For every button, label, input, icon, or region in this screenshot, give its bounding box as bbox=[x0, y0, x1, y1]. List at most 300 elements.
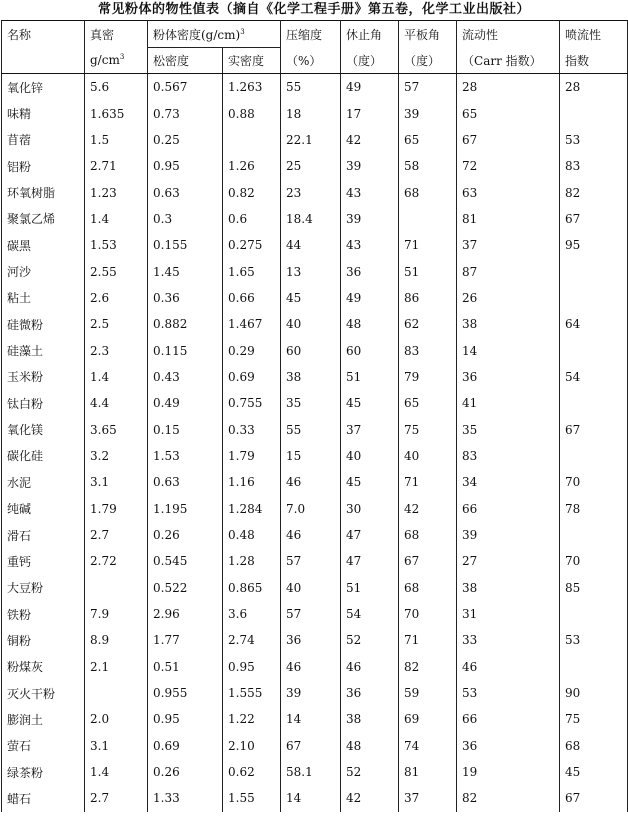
cell-compressibility: 18 bbox=[281, 100, 341, 126]
cell-bulk-density: 1.53 bbox=[148, 443, 223, 469]
cell-tap-density: 0.6 bbox=[223, 206, 281, 232]
cell-angle-of-spatula: 81 bbox=[399, 759, 457, 785]
cell-bulk-density: 0.545 bbox=[148, 548, 223, 574]
header-true-density: 真密 bbox=[85, 21, 148, 48]
cell-bulk-density: 0.522 bbox=[148, 575, 223, 601]
cell-tap-density: 0.48 bbox=[223, 522, 281, 548]
table-row bbox=[2, 575, 628, 601]
cell-floodability: 83 bbox=[560, 153, 628, 179]
cell-angle-of-repose: 40 bbox=[341, 443, 399, 469]
cell-floodability bbox=[560, 522, 628, 548]
cell-angle-of-repose: 46 bbox=[341, 654, 399, 680]
cell-tap-density: 1.555 bbox=[223, 680, 281, 706]
table-row bbox=[2, 522, 628, 548]
cell-flowability: 66 bbox=[457, 496, 560, 522]
cell-angle-of-spatula: 39 bbox=[399, 100, 457, 126]
cell-bulk-density: 0.63 bbox=[148, 179, 223, 205]
cell-angle-of-repose: 48 bbox=[341, 733, 399, 759]
cell-angle-of-spatula: 74 bbox=[399, 733, 457, 759]
cell-compressibility: 13 bbox=[281, 258, 341, 284]
cell-flowability: 81 bbox=[457, 206, 560, 232]
cell-compressibility: 60 bbox=[281, 337, 341, 363]
cell-angle-of-repose: 43 bbox=[341, 232, 399, 258]
cell-tap-density: 2.10 bbox=[223, 733, 281, 759]
cell-name: 氧化锌 bbox=[2, 74, 85, 101]
powder-properties-table bbox=[1, 20, 628, 812]
cell-angle-of-spatula: 59 bbox=[399, 680, 457, 706]
cell-name: 滑石 bbox=[2, 522, 85, 548]
cell-floodability: 28 bbox=[560, 74, 628, 101]
header-angle-of-repose-unit: （度） bbox=[341, 48, 399, 74]
cell-true-density: 2.1 bbox=[85, 654, 148, 680]
cell-compressibility: 67 bbox=[281, 733, 341, 759]
cell-compressibility: 39 bbox=[281, 680, 341, 706]
cell-compressibility: 44 bbox=[281, 232, 341, 258]
cell-name: 粉煤灰 bbox=[2, 654, 85, 680]
cell-angle-of-repose: 49 bbox=[341, 285, 399, 311]
cell-floodability bbox=[560, 337, 628, 363]
cell-true-density: 1.53 bbox=[85, 232, 148, 258]
cell-tap-density: 0.66 bbox=[223, 285, 281, 311]
cell-name: 味精 bbox=[2, 100, 85, 126]
cell-angle-of-spatula: 79 bbox=[399, 364, 457, 390]
cell-true-density: 5.6 bbox=[85, 74, 148, 101]
cell-true-density: 2.7 bbox=[85, 785, 148, 811]
cell-tap-density: 1.284 bbox=[223, 496, 281, 522]
table-row bbox=[2, 127, 628, 153]
cell-compressibility: 58.1 bbox=[281, 759, 341, 785]
cell-tap-density: 1.65 bbox=[223, 258, 281, 284]
cell-tap-density: 1.263 bbox=[223, 74, 281, 101]
cell-true-density: 1.23 bbox=[85, 179, 148, 205]
cell-angle-of-spatula: 57 bbox=[399, 74, 457, 101]
cell-name: 钛白粉 bbox=[2, 390, 85, 416]
cell-angle-of-repose: 36 bbox=[341, 258, 399, 284]
cell-angle-of-spatula: 65 bbox=[399, 390, 457, 416]
cell-floodability: 78 bbox=[560, 496, 628, 522]
cell-name: 环氧树脂 bbox=[2, 179, 85, 205]
cell-compressibility: 25 bbox=[281, 153, 341, 179]
cell-name: 聚氯乙烯 bbox=[2, 206, 85, 232]
cell-flowability: 82 bbox=[457, 785, 560, 811]
cell-true-density: 2.55 bbox=[85, 258, 148, 284]
cell-floodability bbox=[560, 443, 628, 469]
cell-flowability: 83 bbox=[457, 443, 560, 469]
cell-angle-of-spatula: 42 bbox=[399, 496, 457, 522]
cell-flowability: 36 bbox=[457, 364, 560, 390]
cell-compressibility: 46 bbox=[281, 522, 341, 548]
cell-bulk-density: 0.567 bbox=[148, 74, 223, 101]
cell-flowability: 28 bbox=[457, 74, 560, 101]
cell-flowability: 63 bbox=[457, 179, 560, 205]
cell-tap-density: 0.69 bbox=[223, 364, 281, 390]
table-body bbox=[2, 74, 628, 812]
header-flowability-unit: （Carr 指数） bbox=[457, 48, 560, 74]
cell-angle-of-spatula: 75 bbox=[399, 416, 457, 442]
cell-bulk-density: 0.882 bbox=[148, 311, 223, 337]
cell-tap-density: 1.28 bbox=[223, 548, 281, 574]
table-row bbox=[2, 100, 628, 126]
cell-name: 河沙 bbox=[2, 258, 85, 284]
cell-compressibility: 36 bbox=[281, 627, 341, 653]
cell-angle-of-spatula: 68 bbox=[399, 179, 457, 205]
cell-angle-of-spatula: 86 bbox=[399, 285, 457, 311]
table-row bbox=[2, 416, 628, 442]
cell-compressibility: 38 bbox=[281, 364, 341, 390]
cell-bulk-density: 0.155 bbox=[148, 232, 223, 258]
cell-angle-of-spatula: 62 bbox=[399, 311, 457, 337]
cell-name: 膨润土 bbox=[2, 706, 85, 732]
cell-flowability: 26 bbox=[457, 285, 560, 311]
cell-bulk-density: 0.49 bbox=[148, 390, 223, 416]
table-row bbox=[2, 258, 628, 284]
cell-floodability: 45 bbox=[560, 759, 628, 785]
cell-compressibility: 35 bbox=[281, 390, 341, 416]
table-row bbox=[2, 153, 628, 179]
cell-flowability: 37 bbox=[457, 232, 560, 258]
cell-true-density: 1.79 bbox=[85, 496, 148, 522]
cell-bulk-density: 1.33 bbox=[148, 785, 223, 811]
cell-floodability bbox=[560, 601, 628, 627]
cell-name: 碳黑 bbox=[2, 232, 85, 258]
cell-flowability: 38 bbox=[457, 311, 560, 337]
cell-compressibility: 40 bbox=[281, 575, 341, 601]
cell-true-density: 1.635 bbox=[85, 100, 148, 126]
table-row bbox=[2, 364, 628, 390]
header-true-density-unit bbox=[85, 48, 148, 74]
cell-flowability: 36 bbox=[457, 733, 560, 759]
cell-angle-of-spatula: 65 bbox=[399, 127, 457, 153]
cell-true-density: 1.4 bbox=[85, 206, 148, 232]
cell-floodability: 64 bbox=[560, 311, 628, 337]
cell-bulk-density: 0.51 bbox=[148, 654, 223, 680]
table-row bbox=[2, 706, 628, 732]
cell-compressibility: 23 bbox=[281, 179, 341, 205]
cell-angle-of-repose: 30 bbox=[341, 496, 399, 522]
cell-angle-of-repose: 52 bbox=[341, 759, 399, 785]
cell-angle-of-repose: 51 bbox=[341, 575, 399, 601]
cell-angle-of-repose: 48 bbox=[341, 311, 399, 337]
cell-bulk-density: 0.15 bbox=[148, 416, 223, 442]
cell-name: 碳化硅 bbox=[2, 443, 85, 469]
cell-compressibility: 55 bbox=[281, 74, 341, 101]
cell-compressibility: 45 bbox=[281, 285, 341, 311]
cell-angle-of-repose: 54 bbox=[341, 601, 399, 627]
cell-angle-of-repose: 39 bbox=[341, 206, 399, 232]
cell-floodability: 54 bbox=[560, 364, 628, 390]
cell-tap-density: 0.755 bbox=[223, 390, 281, 416]
header-name-blank bbox=[2, 48, 85, 74]
cell-tap-density: 0.95 bbox=[223, 654, 281, 680]
header-compressibility-unit: （%） bbox=[281, 48, 341, 74]
header-floodability-unit: 指数 bbox=[560, 48, 628, 74]
cell-angle-of-repose: 47 bbox=[341, 548, 399, 574]
cell-angle-of-spatula: 83 bbox=[399, 337, 457, 363]
cell-compressibility: 22.1 bbox=[281, 127, 341, 153]
table-row bbox=[2, 548, 628, 574]
cell-true-density: 1.4 bbox=[85, 364, 148, 390]
cell-flowability: 34 bbox=[457, 469, 560, 495]
cell-tap-density: 0.62 bbox=[223, 759, 281, 785]
cell-angle-of-spatula: 70 bbox=[399, 601, 457, 627]
cell-true-density: 2.0 bbox=[85, 706, 148, 732]
header-flowability: 流动性 bbox=[457, 21, 560, 48]
table-row bbox=[2, 390, 628, 416]
cell-tap-density: 0.82 bbox=[223, 179, 281, 205]
table-row bbox=[2, 654, 628, 680]
header-true-density-unit-sup: 3 bbox=[119, 53, 125, 62]
table-row bbox=[2, 680, 628, 706]
cell-name: 铜粉 bbox=[2, 627, 85, 653]
cell-compressibility: 7.0 bbox=[281, 496, 341, 522]
table-row bbox=[2, 179, 628, 205]
cell-floodability: 68 bbox=[560, 733, 628, 759]
header-floodability: 喷流性 bbox=[560, 21, 628, 48]
cell-floodability bbox=[560, 258, 628, 284]
cell-tap-density: 1.16 bbox=[223, 469, 281, 495]
table-row bbox=[2, 733, 628, 759]
cell-true-density: 7.9 bbox=[85, 601, 148, 627]
cell-name: 水泥 bbox=[2, 469, 85, 495]
cell-angle-of-repose: 47 bbox=[341, 522, 399, 548]
cell-angle-of-repose: 45 bbox=[341, 390, 399, 416]
cell-tap-density: 1.79 bbox=[223, 443, 281, 469]
cell-angle-of-spatula: 71 bbox=[399, 469, 457, 495]
cell-flowability: 38 bbox=[457, 575, 560, 601]
table-row bbox=[2, 311, 628, 337]
cell-tap-density: 0.275 bbox=[223, 232, 281, 258]
table-row bbox=[2, 337, 628, 363]
cell-name: 氧化镁 bbox=[2, 416, 85, 442]
table-row bbox=[2, 74, 628, 101]
cell-bulk-density: 0.26 bbox=[148, 759, 223, 785]
cell-name: 粘土 bbox=[2, 285, 85, 311]
cell-compressibility: 57 bbox=[281, 548, 341, 574]
cell-name: 铁粉 bbox=[2, 601, 85, 627]
table-row bbox=[2, 759, 628, 785]
header-true-density-unit-label: g/cm bbox=[90, 53, 120, 68]
cell-bulk-density: 1.77 bbox=[148, 627, 223, 653]
cell-flowability: 41 bbox=[457, 390, 560, 416]
cell-tap-density: 1.467 bbox=[223, 311, 281, 337]
cell-compressibility: 57 bbox=[281, 601, 341, 627]
cell-bulk-density: 2.96 bbox=[148, 601, 223, 627]
cell-angle-of-spatula: 71 bbox=[399, 627, 457, 653]
cell-angle-of-repose: 37 bbox=[341, 416, 399, 442]
table-row bbox=[2, 496, 628, 522]
page-title: 常见粉体的物性值表（摘自《化学工程手册》第五卷，化学工业出版社） bbox=[97, 2, 530, 17]
cell-true-density: 8.9 bbox=[85, 627, 148, 653]
cell-floodability: 67 bbox=[560, 206, 628, 232]
header-powder-density bbox=[148, 21, 281, 48]
cell-angle-of-spatula: 40 bbox=[399, 443, 457, 469]
cell-angle-of-repose: 51 bbox=[341, 364, 399, 390]
cell-angle-of-repose: 38 bbox=[341, 706, 399, 732]
header-powder-density-sup: 3 bbox=[240, 27, 245, 36]
cell-floodability: 70 bbox=[560, 548, 628, 574]
cell-tap-density: 3.6 bbox=[223, 601, 281, 627]
cell-compressibility: 15 bbox=[281, 443, 341, 469]
table-row bbox=[2, 469, 628, 495]
cell-true-density: 3.2 bbox=[85, 443, 148, 469]
header-compressibility: 压缩度 bbox=[281, 21, 341, 48]
cell-flowability: 65 bbox=[457, 100, 560, 126]
cell-flowability: 46 bbox=[457, 654, 560, 680]
cell-true-density: 3.1 bbox=[85, 469, 148, 495]
cell-true-density: 2.6 bbox=[85, 285, 148, 311]
cell-angle-of-repose: 49 bbox=[341, 74, 399, 101]
cell-angle-of-spatula bbox=[399, 206, 457, 232]
cell-angle-of-spatula: 51 bbox=[399, 258, 457, 284]
cell-floodability: 95 bbox=[560, 232, 628, 258]
cell-bulk-density: 0.95 bbox=[148, 153, 223, 179]
cell-bulk-density: 0.36 bbox=[148, 285, 223, 311]
cell-angle-of-repose: 52 bbox=[341, 627, 399, 653]
cell-compressibility: 14 bbox=[281, 785, 341, 811]
cell-tap-density: 2.74 bbox=[223, 627, 281, 653]
cell-true-density: 4.4 bbox=[85, 390, 148, 416]
cell-angle-of-spatula: 82 bbox=[399, 654, 457, 680]
cell-bulk-density: 0.115 bbox=[148, 337, 223, 363]
cell-name: 灭火干粉 bbox=[2, 680, 85, 706]
cell-flowability: 27 bbox=[457, 548, 560, 574]
cell-name: 玉米粉 bbox=[2, 364, 85, 390]
cell-angle-of-repose: 43 bbox=[341, 179, 399, 205]
cell-name: 硅藻土 bbox=[2, 337, 85, 363]
cell-tap-density: 1.55 bbox=[223, 785, 281, 811]
cell-angle-of-spatula: 69 bbox=[399, 706, 457, 732]
cell-bulk-density: 0.3 bbox=[148, 206, 223, 232]
cell-true-density: 3.65 bbox=[85, 416, 148, 442]
cell-name: 绿茶粉 bbox=[2, 759, 85, 785]
cell-compressibility: 46 bbox=[281, 654, 341, 680]
cell-name: 萤石 bbox=[2, 733, 85, 759]
header-angle-of-repose: 休止角 bbox=[341, 21, 399, 48]
cell-flowability: 67 bbox=[457, 127, 560, 153]
cell-angle-of-repose: 60 bbox=[341, 337, 399, 363]
cell-floodability: 53 bbox=[560, 627, 628, 653]
cell-true-density: 2.7 bbox=[85, 522, 148, 548]
table-row bbox=[2, 443, 628, 469]
cell-tap-density: 1.22 bbox=[223, 706, 281, 732]
table-row bbox=[2, 232, 628, 258]
cell-bulk-density: 1.45 bbox=[148, 258, 223, 284]
cell-flowability: 53 bbox=[457, 680, 560, 706]
cell-true-density: 2.3 bbox=[85, 337, 148, 363]
cell-bulk-density: 0.955 bbox=[148, 680, 223, 706]
cell-floodability bbox=[560, 654, 628, 680]
cell-bulk-density: 0.69 bbox=[148, 733, 223, 759]
cell-true-density: 3.1 bbox=[85, 733, 148, 759]
cell-flowability: 19 bbox=[457, 759, 560, 785]
table-row bbox=[2, 206, 628, 232]
table-header bbox=[2, 21, 628, 74]
cell-angle-of-repose: 39 bbox=[341, 153, 399, 179]
cell-true-density bbox=[85, 680, 148, 706]
cell-angle-of-spatula: 58 bbox=[399, 153, 457, 179]
cell-true-density: 2.72 bbox=[85, 548, 148, 574]
cell-name: 蜡石 bbox=[2, 785, 85, 811]
cell-angle-of-spatula: 71 bbox=[399, 232, 457, 258]
cell-flowability: 35 bbox=[457, 416, 560, 442]
cell-bulk-density: 0.43 bbox=[148, 364, 223, 390]
cell-bulk-density: 1.195 bbox=[148, 496, 223, 522]
cell-floodability bbox=[560, 285, 628, 311]
cell-flowability: 31 bbox=[457, 601, 560, 627]
cell-floodability: 70 bbox=[560, 469, 628, 495]
table-row bbox=[2, 627, 628, 653]
cell-floodability: 67 bbox=[560, 416, 628, 442]
cell-flowability: 14 bbox=[457, 337, 560, 363]
cell-angle-of-repose: 36 bbox=[341, 680, 399, 706]
cell-floodability bbox=[560, 100, 628, 126]
table-row bbox=[2, 601, 628, 627]
cell-floodability: 53 bbox=[560, 127, 628, 153]
cell-angle-of-repose: 42 bbox=[341, 127, 399, 153]
cell-floodability: 82 bbox=[560, 179, 628, 205]
table-row bbox=[2, 785, 628, 811]
cell-bulk-density: 0.25 bbox=[148, 127, 223, 153]
cell-flowability: 72 bbox=[457, 153, 560, 179]
header-tap-density: 实密度 bbox=[223, 48, 281, 74]
cell-bulk-density: 0.95 bbox=[148, 706, 223, 732]
cell-compressibility: 40 bbox=[281, 311, 341, 337]
cell-floodability: 85 bbox=[560, 575, 628, 601]
cell-true-density: 1.5 bbox=[85, 127, 148, 153]
cell-angle-of-spatula: 67 bbox=[399, 548, 457, 574]
cell-name: 大豆粉 bbox=[2, 575, 85, 601]
cell-angle-of-repose: 45 bbox=[341, 469, 399, 495]
cell-true-density: 2.5 bbox=[85, 311, 148, 337]
cell-angle-of-repose: 42 bbox=[341, 785, 399, 811]
cell-bulk-density: 0.63 bbox=[148, 469, 223, 495]
cell-name: 铝粉 bbox=[2, 153, 85, 179]
cell-angle-of-repose: 17 bbox=[341, 100, 399, 126]
header-angle-of-spatula-unit: （度） bbox=[399, 48, 457, 74]
cell-floodability: 75 bbox=[560, 706, 628, 732]
header-angle-of-spatula: 平板角 bbox=[399, 21, 457, 48]
cell-floodability: 67 bbox=[560, 785, 628, 811]
table-row bbox=[2, 285, 628, 311]
cell-compressibility: 55 bbox=[281, 416, 341, 442]
cell-name: 重钙 bbox=[2, 548, 85, 574]
cell-bulk-density: 0.26 bbox=[148, 522, 223, 548]
cell-flowability: 33 bbox=[457, 627, 560, 653]
cell-tap-density bbox=[223, 127, 281, 153]
cell-compressibility: 14 bbox=[281, 706, 341, 732]
cell-flowability: 66 bbox=[457, 706, 560, 732]
cell-floodability bbox=[560, 390, 628, 416]
cell-flowability: 39 bbox=[457, 522, 560, 548]
cell-true-density bbox=[85, 575, 148, 601]
cell-bulk-density: 0.73 bbox=[148, 100, 223, 126]
cell-name: 硅微粉 bbox=[2, 311, 85, 337]
header-bulk-density: 松密度 bbox=[148, 48, 223, 74]
cell-compressibility: 18.4 bbox=[281, 206, 341, 232]
cell-angle-of-spatula: 68 bbox=[399, 575, 457, 601]
cell-tap-density: 0.865 bbox=[223, 575, 281, 601]
cell-floodability: 90 bbox=[560, 680, 628, 706]
header-name: 名称 bbox=[2, 21, 85, 48]
cell-flowability: 87 bbox=[457, 258, 560, 284]
cell-name: 苜蓿 bbox=[2, 127, 85, 153]
cell-true-density: 1.4 bbox=[85, 759, 148, 785]
header-powder-density-label: 粉体密度(g/cm) bbox=[153, 27, 241, 42]
cell-tap-density: 0.88 bbox=[223, 100, 281, 126]
cell-tap-density: 1.26 bbox=[223, 153, 281, 179]
cell-compressibility: 46 bbox=[281, 469, 341, 495]
cell-tap-density: 0.33 bbox=[223, 416, 281, 442]
